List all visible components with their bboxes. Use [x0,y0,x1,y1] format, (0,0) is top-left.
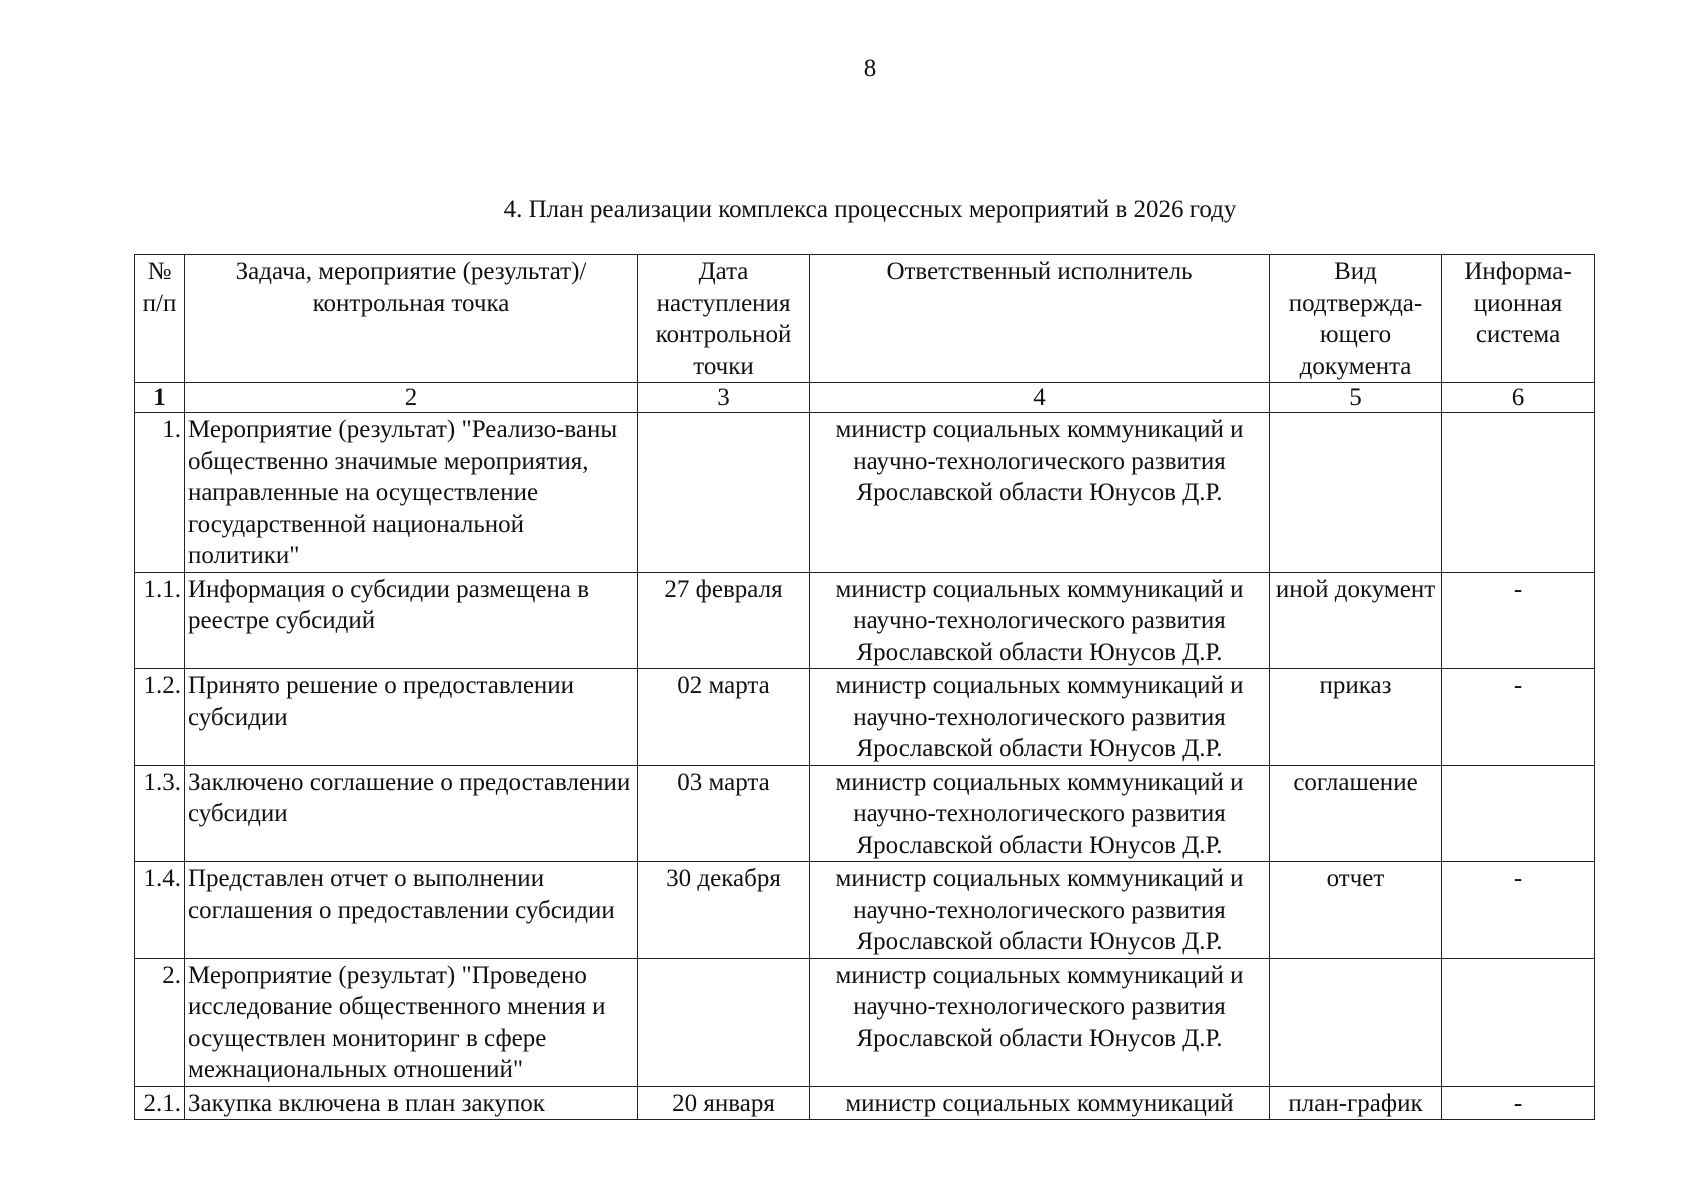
table-row [135,1086,1595,1120]
row-date: 30 декабря [638,862,810,959]
row-information-system: - [1442,862,1595,959]
row-task: Информация о субсидии размещена в реестре субсидий [185,572,638,669]
table-header-row [135,255,1595,383]
row-responsible: министр социальных коммуникаций и научно-технологического развития Ярославской области Юнусов Д.Р. [810,669,1270,766]
row-date: 03 марта [638,765,810,862]
row-number: 1.3. [135,765,185,862]
column-number: 3 [638,383,810,413]
row-task: Заключено соглашение о предоставлении субсидии [185,765,638,862]
row-document-type: план-график [1270,1086,1442,1120]
table-row [135,958,1595,1086]
table-row [135,669,1595,766]
row-task: Представлен отчет о выполнении соглашения о предоставлении субсидии [185,862,638,959]
row-date [638,413,810,573]
column-number: 2 [185,383,638,413]
row-responsible: министр социальных коммуникаций и научно-технологического развития Ярославской области Юнусов Д.Р. [810,862,1270,959]
row-task: Мероприятие (результат) "Проведено исследование общественного мнения и осуществлен мониторинг в сфере межнациональных отношений" [185,958,638,1086]
row-document-type: соглашение [1270,765,1442,862]
row-task: Мероприятие (результат) "Реализо-ваны общественно значимые мероприятия, направленные на осуществление государственной национальной политики" [185,413,638,573]
table-row [135,413,1595,573]
row-number: 1. [135,413,185,573]
row-responsible: министр социальных коммуникаций [810,1086,1270,1120]
row-information-system: - [1442,669,1595,766]
row-document-type: иной документ [1270,572,1442,669]
column-number: 4 [810,383,1270,413]
row-date: 02 марта [638,669,810,766]
row-document-type: приказ [1270,669,1442,766]
table-row [135,765,1595,862]
row-responsible: министр социальных коммуникаций и научно-технологического развития Ярославской области Юнусов Д.Р. [810,765,1270,862]
row-document-type [1270,958,1442,1086]
row-information-system: - [1442,1086,1595,1120]
header-number: № п/п [135,255,185,383]
column-number: 1 [135,383,185,413]
row-document-type: отчет [1270,862,1442,959]
row-responsible: министр социальных коммуникаций и научно-технологического развития Ярославской области Юнусов Д.Р. [810,958,1270,1086]
row-task: Закупка включена в план закупок [185,1086,638,1120]
row-information-system [1442,413,1595,573]
header-information-system: Информа-ционная система [1442,255,1595,383]
column-number: 5 [1270,383,1442,413]
column-number: 6 [1442,383,1595,413]
row-number: 1.1. [135,572,185,669]
row-document-type [1270,413,1442,573]
row-information-system [1442,958,1595,1086]
column-numbering-row [135,383,1595,413]
row-number: 1.4. [135,862,185,959]
row-date: 20 января [638,1086,810,1120]
row-date: 27 февраля [638,572,810,669]
row-number: 2.1. [135,1086,185,1120]
row-number: 1.2. [135,669,185,766]
document-title: 4. План реализации комплекса процессных мероприятий в 2026 году [503,196,1237,223]
row-task: Принято решение о предоставлении субсидии [185,669,638,766]
row-date [638,958,810,1086]
row-responsible: министр социальных коммуникаций и научно-технологического развития Ярославской области Юнусов Д.Р. [810,572,1270,669]
row-responsible: министр социальных коммуникаций и научно-технологического развития Ярославской области Юнусов Д.Р. [810,413,1270,573]
row-information-system: - [1442,572,1595,669]
table-row [135,572,1595,669]
row-information-system [1442,765,1595,862]
header-document-type: Вид подтвержда-ющего документа [1270,255,1442,383]
header-responsible: Ответственный исполнитель [810,255,1270,383]
header-date: Дата наступления контрольной точки [638,255,810,383]
table-row [135,862,1595,959]
page-number: 8 [863,55,877,82]
plan-table [134,254,1595,1120]
row-number: 2. [135,958,185,1086]
header-task: Задача, мероприятие (результат)/ контрольная точка [185,255,638,383]
